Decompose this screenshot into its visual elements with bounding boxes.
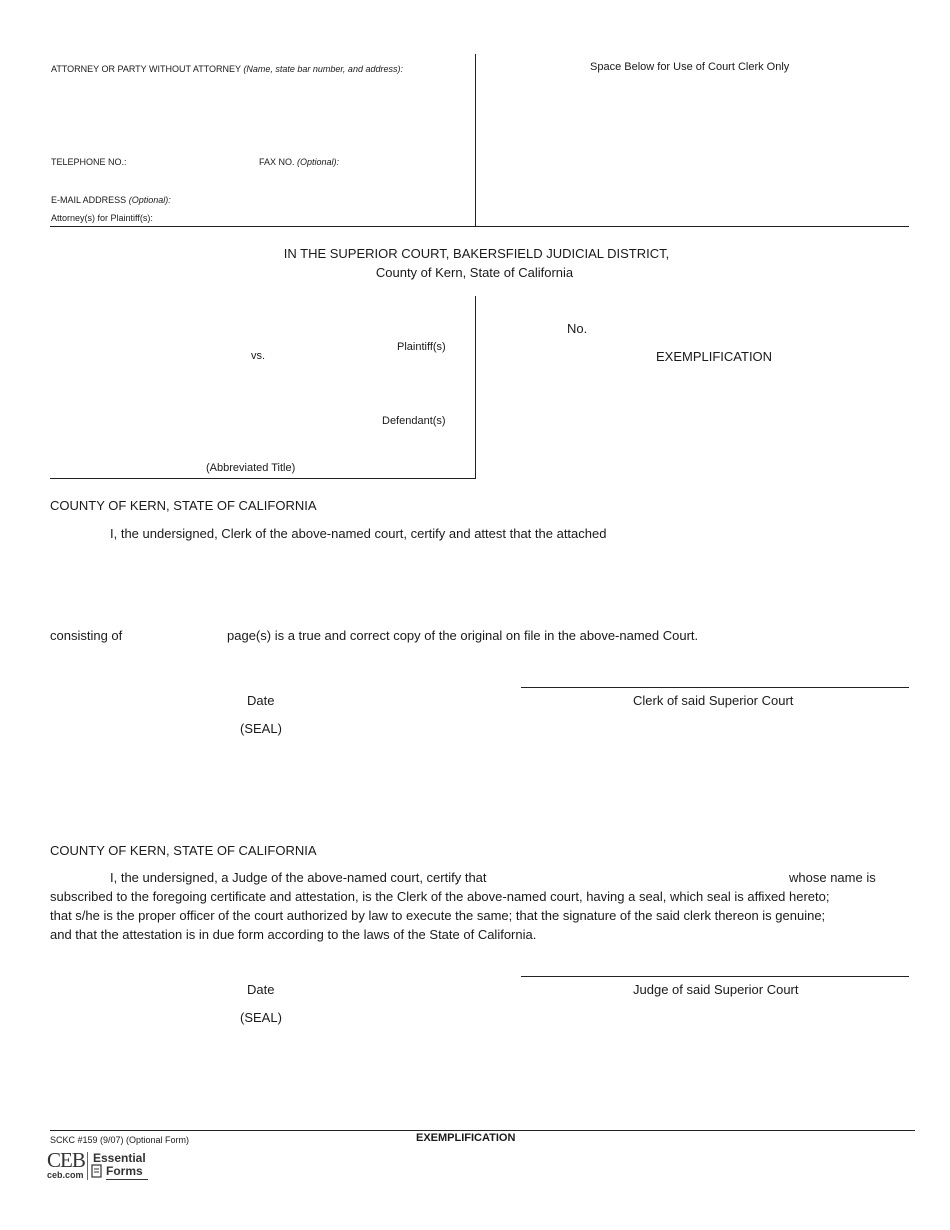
- attorney-for-label: Attorney(s) for Plaintiff(s):: [51, 213, 153, 223]
- form-id: SCKC #159 (9/07) (Optional Form): [50, 1135, 190, 1145]
- attorney-label: [51, 64, 403, 74]
- fax-label-hint: (Optional):: [297, 157, 340, 167]
- footer-title: EXEMPLIFICATION: [416, 1132, 516, 1144]
- fax-label: [259, 157, 339, 167]
- clerk-seal-label: (SEAL): [240, 721, 282, 736]
- forms-icon: [91, 1164, 103, 1178]
- judge-statement-line1-end: whose name is: [789, 870, 876, 885]
- clerk-date-label: Date: [247, 693, 275, 708]
- clerk-county-heading: COUNTY OF KERN, STATE OF CALIFORNIA: [50, 498, 317, 513]
- court-title-line1: IN THE SUPERIOR COURT, BAKERSFIELD JUDICIAL DISTRICT,: [283, 246, 670, 261]
- attorney-label-hint: (Name, state bar number, and address):: [243, 64, 403, 74]
- case-number-label: No.: [567, 321, 588, 336]
- abbreviated-title-label: (Abbreviated Title): [206, 462, 296, 474]
- essential-forms-logo: [91, 1152, 153, 1182]
- judge-seal-label: (SEAL): [240, 1010, 282, 1025]
- clerk-space-label: Space Below for Use of Court Clerk Only: [590, 61, 790, 73]
- clerk-signature-label: Clerk of said Superior Court: [633, 693, 794, 708]
- judge-signature-label: Judge of said Superior Court: [633, 982, 799, 997]
- ceb-logo-site: ceb.com: [47, 1170, 84, 1180]
- judge-date-label: Date: [247, 982, 275, 997]
- vs-label: vs.: [251, 350, 266, 362]
- telephone-label: TELEPHONE NO.:: [51, 157, 127, 167]
- header-divider: [475, 54, 476, 226]
- judge-statement-line1-start: I, the undersigned, a Judge of the above-named court, certify that: [110, 870, 487, 885]
- clerk-statement: I, the undersigned, Clerk of the above-named court, certify and attest that the attached: [110, 526, 607, 541]
- document-title: EXEMPLIFICATION: [656, 349, 773, 364]
- essential-forms-underline: [106, 1179, 148, 1180]
- consisting-of-label: consisting of: [50, 628, 123, 643]
- email-label-text: E-MAIL ADDRESS: [51, 195, 127, 205]
- ceb-logo: [47, 1150, 89, 1184]
- court-title-line2: County of Kern, State of California: [375, 265, 574, 280]
- judge-signature-line: [521, 976, 909, 977]
- pages-statement: page(s) is a true and correct copy of the original on file in the above-named Court.: [227, 628, 699, 643]
- judge-statement-line2: subscribed to the foregoing certificate and attestation, is the Clerk of the above-named court, having a seal, which seal is affixed hereto;: [50, 889, 830, 904]
- caption-bottom-rule: [50, 478, 476, 479]
- clerk-signature-line: [521, 687, 909, 688]
- essential-forms-line2: Forms: [106, 1164, 143, 1178]
- judge-statement-line4: and that the attestation is in due form according to the laws of the State of California.: [50, 927, 537, 942]
- header-bottom-rule: [50, 226, 909, 227]
- ceb-logo-text: CEB: [47, 1148, 85, 1172]
- footer-rule: [50, 1130, 915, 1131]
- judge-statement-line3: that s/he is the proper officer of the court authorized by law to execute the same; that the signature of the said clerk thereon is genuine;: [50, 908, 826, 923]
- attorney-label-text: ATTORNEY OR PARTY WITHOUT ATTORNEY: [51, 64, 241, 74]
- logo-divider: [87, 1152, 88, 1180]
- fax-label-text: FAX NO.: [259, 157, 295, 167]
- judge-county-heading: COUNTY OF KERN, STATE OF CALIFORNIA: [50, 843, 317, 858]
- defendant-label: Defendant(s): [382, 415, 446, 427]
- email-label-hint: (Optional):: [128, 195, 171, 205]
- email-label: [51, 195, 171, 205]
- essential-forms-line1: Essential: [93, 1151, 146, 1165]
- caption-divider: [475, 296, 476, 478]
- plaintiff-label: Plaintiff(s): [397, 341, 446, 353]
